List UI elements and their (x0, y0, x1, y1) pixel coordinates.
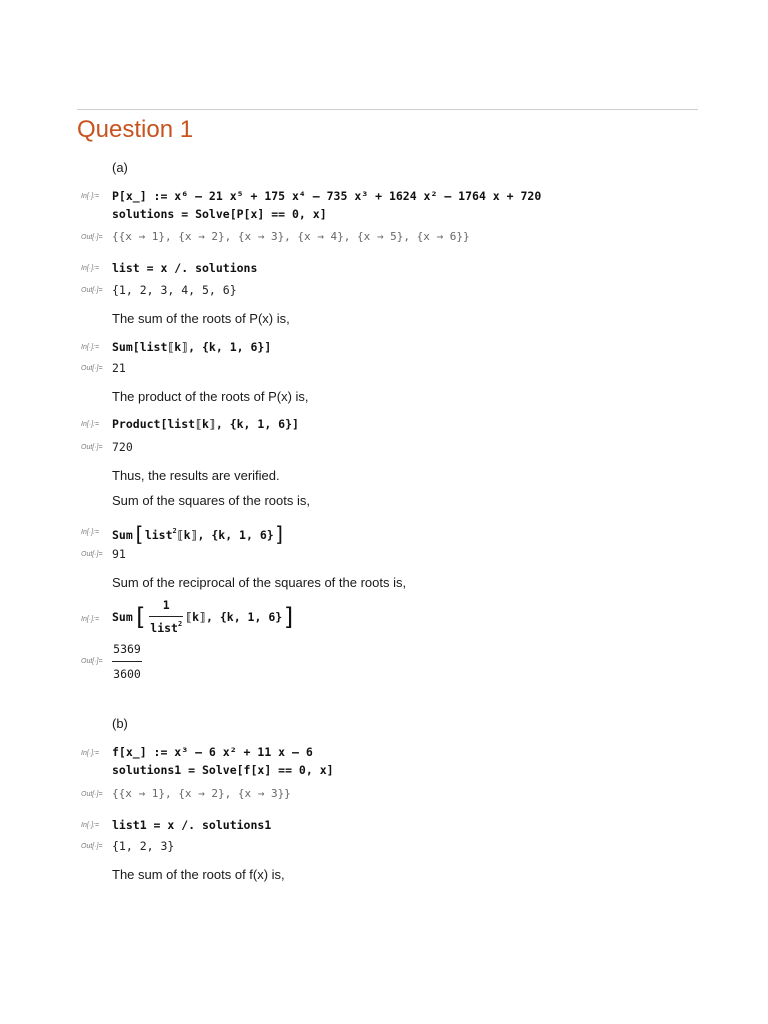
output-denominator: 3600 (113, 667, 141, 681)
close-bracket: ] (282, 602, 297, 631)
input-label: In[·]:= (81, 529, 100, 536)
output-list: {1, 2, 3, 4, 5, 6} (112, 283, 237, 297)
part-a-heading: (a) (112, 160, 128, 175)
term-exponent: 2 (172, 527, 177, 536)
function-name: Sum (112, 528, 133, 542)
output-solutions1: {{x → 1}, {x → 2}, {x → 3}} (112, 787, 291, 800)
input-label: In[·]:= (81, 193, 100, 200)
output-product: 720 (112, 440, 133, 454)
input-cell-list1[interactable]: list1 = x /. solutions1 (112, 818, 272, 832)
text-product-roots: The product of the roots of P(x) is, (112, 389, 309, 404)
input-cell-product[interactable]: Product[list⟦k⟧, {k, 1, 6}] (112, 417, 299, 431)
text-sum-squares: Sum of the squares of the roots is, (112, 493, 310, 508)
fraction-bar (149, 616, 183, 617)
open-bracket: [ (132, 602, 148, 631)
output-sum: 21 (112, 361, 126, 375)
input-label: In[·]:= (81, 265, 100, 272)
close-bracket: ] (273, 522, 286, 546)
output-label: Out[·]= (81, 658, 103, 665)
term-args: ⟦k⟧, {k, 1, 6} (185, 609, 283, 624)
input-cell-cubic[interactable]: f[x_] := x³ – 6 x² + 11 x – 6 (112, 745, 313, 759)
output-label: Out[·]= (81, 791, 103, 798)
fraction-numerator: 1 (162, 598, 170, 612)
input-cell-sum-squares[interactable] (112, 520, 286, 544)
denominator-exponent: 2 (177, 620, 183, 629)
input-label: In[·]:= (81, 750, 100, 757)
input-label: In[·]:= (81, 822, 100, 829)
text-verified: Thus, the results are verified. (112, 468, 280, 483)
input-cell-list[interactable]: list = x /. solutions (112, 261, 258, 275)
function-name: Sum (112, 609, 133, 624)
section-title: Question 1 (77, 116, 194, 143)
text-sum-roots: The sum of the roots of P(x) is, (112, 311, 290, 326)
output-label: Out[·]= (81, 843, 103, 850)
output-sum-squares: 91 (112, 547, 126, 561)
input-label: In[·]:= (81, 344, 100, 351)
input-cell-solve[interactable]: solutions = Solve[P[x] == 0, x] (112, 207, 327, 221)
output-label: Out[·]= (81, 444, 103, 451)
open-bracket: [ (132, 522, 145, 546)
input-cell-solve1[interactable]: solutions1 = Solve[f[x] == 0, x] (112, 763, 334, 777)
input-cell-polynomial[interactable]: P[x_] := x⁶ – 21 x⁵ + 175 x⁴ – 735 x³ + 1624 x² – 1764 x + 720 (112, 189, 542, 203)
output-label: Out[·]= (81, 365, 103, 372)
denominator-base: list (150, 621, 178, 635)
fraction (149, 598, 183, 635)
text-sum-reciprocal: Sum of the reciprocal of the squares of the roots is, (112, 575, 407, 590)
output-label: Out[·]= (81, 287, 103, 294)
input-cell-sum[interactable]: Sum[list⟦k⟧, {k, 1, 6}] (112, 340, 272, 354)
term-base: list (144, 528, 173, 542)
input-label: In[·]:= (81, 616, 100, 623)
output-fraction (112, 642, 142, 681)
output-label: Out[·]= (81, 234, 103, 241)
part-b-heading: (b) (112, 716, 128, 731)
input-label: In[·]:= (81, 421, 100, 428)
fraction-denominator (150, 621, 182, 635)
term-args: ⟦k⟧, {k, 1, 6} (176, 528, 274, 542)
text-sum-roots-f: The sum of the roots of f(x) is, (112, 867, 285, 882)
output-label: Out[·]= (81, 551, 103, 558)
section-divider (77, 109, 698, 110)
output-list1: {1, 2, 3} (112, 839, 175, 853)
fraction-bar (112, 661, 142, 662)
output-solutions: {{x → 1}, {x → 2}, {x → 3}, {x → 4}, {x → 5}, {x → 6}} (112, 230, 470, 243)
output-numerator: 5369 (113, 642, 141, 656)
input-cell-sum-reciprocal[interactable] (112, 598, 297, 635)
